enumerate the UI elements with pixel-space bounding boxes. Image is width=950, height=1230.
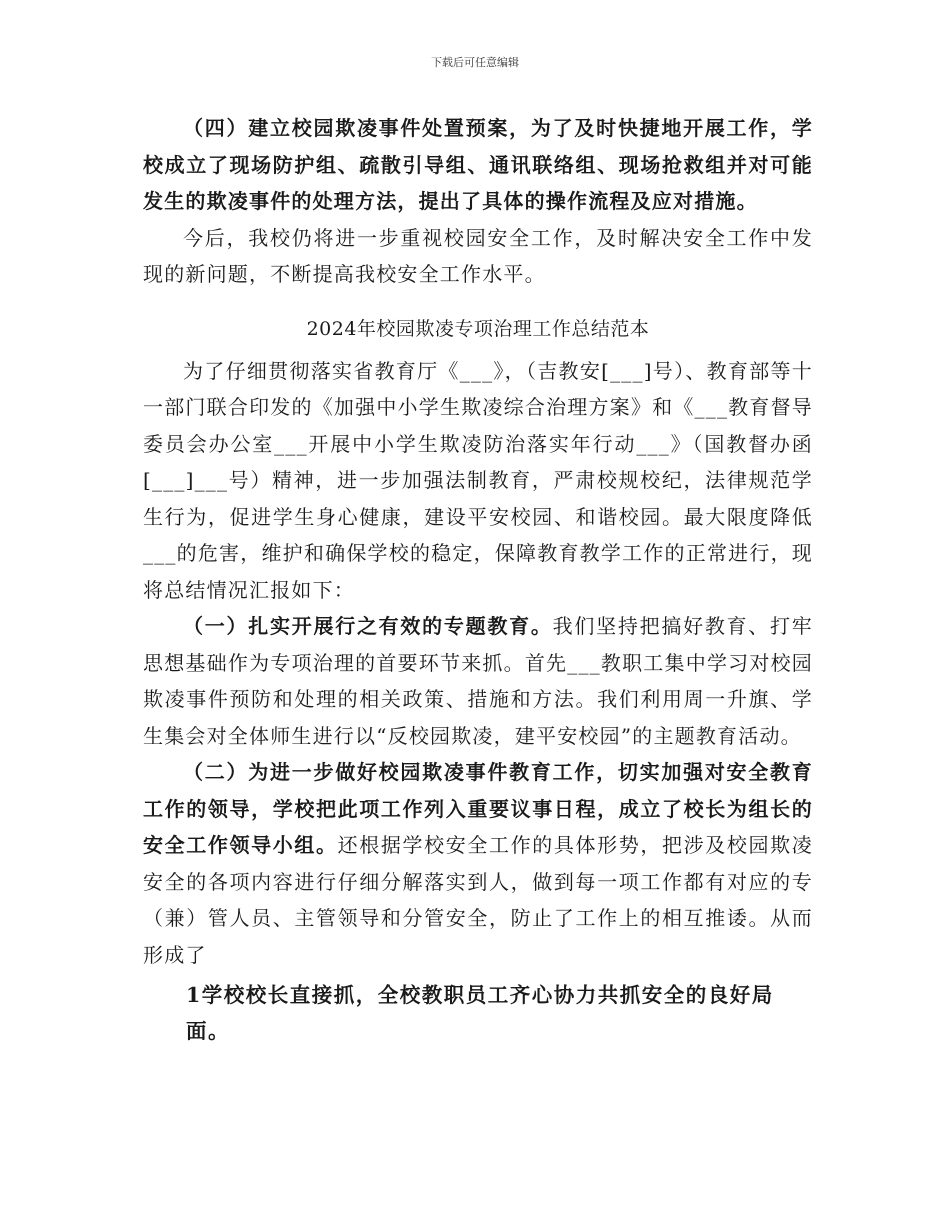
paragraph-leadership [143, 754, 813, 973]
paragraph-leadership-heading: （二）为进一步做好校园欺凌事件教育工作，切实加强对安全教育工作的领导，学校把此项工作列入重要议事日程，成立了校长为组长的安全工作领导小组。 [143, 760, 813, 857]
paragraph-emergency-plan: （四）建立校园欺凌事件处置预案，为了及时快捷地开展工作，学校成立了现场防护组、疏散引导组、通讯联络组、现场抢救组并对可能发生的欺凌事件的处理方法，提出了具体的操作流程及应对措施。 [143, 116, 813, 213]
document-body [143, 110, 813, 1049]
paragraph-education-body: 我们坚持把搞好教育、打牢思想基础作为专项治理的首要环节来抓。首先___教职工集中学习对校园欺凌事件预防和处理的相关政策、措施和方法。我们利用周一升旗、学生集会对全体师生进行以“反校园欺凌，建平安校园”的主题教育活动。 [143, 614, 813, 748]
document-title: 2024年校园欺凌专项治理工作总结范本 [306, 317, 650, 340]
paragraph-leadership-body: 还根据学校安全工作的具体形势，把涉及校园欺凌安全的各项内容进行仔细分解落实到人，做到每一项工作都有对应的专（兼）管人员、主管领导和分管安全，防止了工作上的相互推诿。从而形成了 [143, 833, 813, 967]
paragraph-conclusion: 1学校校长直接抓，全校教职员工齐心协力共抓安全的良好局面。 [186, 983, 774, 1043]
paragraph-introduction: 为了仔细贯彻落实省教育厅《___》，（吉教安[___]号）、教育部等十一部门联合印发的《加强中小学生欺凌综合治理方案》和《___教育督导委员会办公室___开展中小学生欺凌防治落实年行动___》（国教督办函[___]___号）精神，进一步加强法制教育，严肃校规校纪，法律规范学生行为，促进学生身心健康，建设平安校园、和谐校园。最大限度降低___的危害，维护和确保学校的稳定，保障教育教学工作的正常进行，现将总结情况汇报如下： [143, 358, 813, 602]
paragraph-future-work: 今后，我校仍将进一步重视校园安全工作，及时解决安全工作中发现的新问题，不断提高我校安全工作水平。 [143, 225, 813, 286]
paragraph-education-heading: （一）扎实开展行之有效的专题教育。 [183, 614, 553, 638]
paragraph-education [143, 608, 813, 754]
page-header-note: 下载后可任意编辑 [431, 56, 519, 69]
